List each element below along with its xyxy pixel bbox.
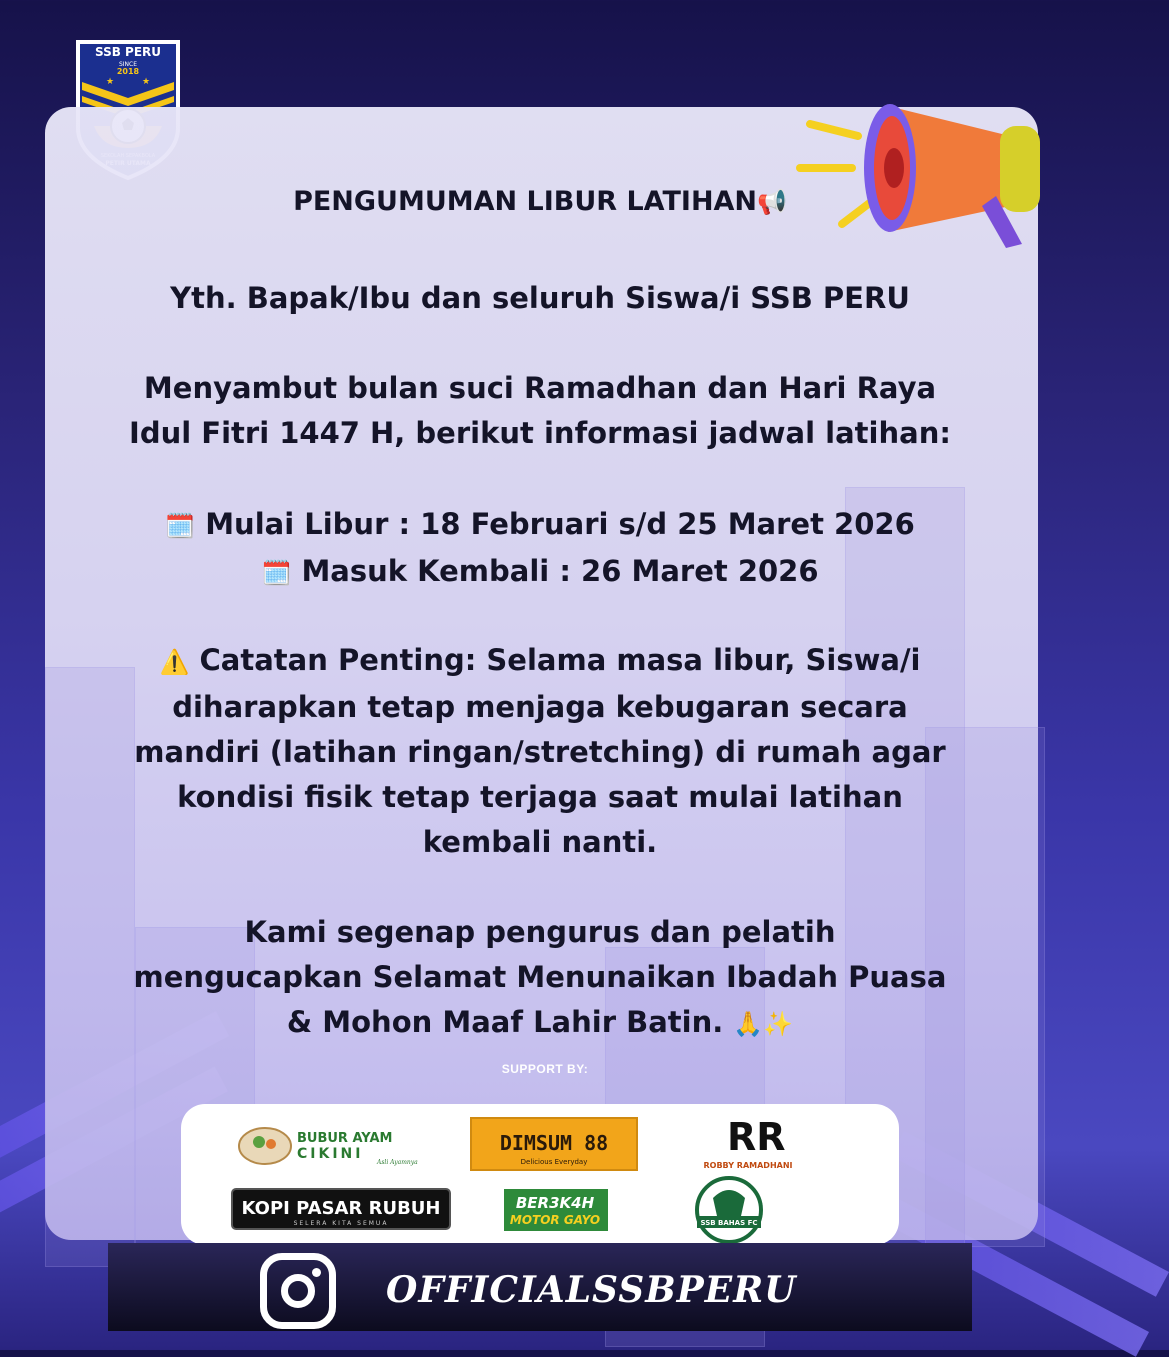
logo-year: 2018 [116, 67, 140, 76]
sponsor-name: SSB BAHAS FC [700, 1219, 758, 1227]
announcement-title-text: PENGUMUMAN LIBUR LATIHAN [293, 186, 758, 217]
announcement-title [80, 186, 1000, 217]
logo-name: SSB PERU [94, 45, 162, 59]
closing-line [80, 1000, 1000, 1047]
sponsor-tagline: MOTOR GAYO [509, 1213, 601, 1227]
logo-since: SINCE [118, 61, 138, 68]
sponsor-tagline: SELERA KITA SEMUA [293, 1220, 389, 1227]
sponsor-panel [181, 1104, 899, 1245]
start-date-text: Mulai Libur : 18 Februari s/d 25 Maret 2026 [205, 507, 915, 541]
note-line: kondisi fisik tetap terjaga saat mulai latihan [177, 780, 903, 814]
sponsor-name: DIMSUM 88 [499, 1131, 609, 1155]
greeting [80, 276, 1000, 321]
sponsor-bubur-ayam-cikini [237, 1120, 418, 1168]
calendar-icon: 🗓️ [261, 559, 292, 587]
sponsor-tagline: Delicious Everyday [520, 1158, 588, 1166]
sponsor-name: CIKINI [297, 1146, 364, 1162]
return-date-line [80, 549, 1000, 596]
intro-line: Idul Fitri 1447 H, berikut informasi jadwal latihan: [129, 416, 951, 450]
pray-sparkle-icon: 🙏✨ [733, 1010, 794, 1038]
sponsor-kopi-pasar-rubuh [231, 1188, 451, 1230]
closing-line: mengucapkan Selamat Menunaikan Ibadah Puasa [133, 960, 947, 994]
return-date-text: Masuk Kembali : 26 Maret 2026 [301, 554, 819, 588]
sponsor-ssb-bahas-fc [689, 1176, 769, 1244]
warning-icon: ⚠️ [159, 648, 190, 676]
sponsor-dimsum-88 [469, 1116, 639, 1172]
closing-line: Kami segenap pengurus dan pelatih [244, 915, 836, 949]
calendar-icon: 🗓️ [165, 512, 196, 540]
intro-paragraph [80, 366, 1000, 456]
note-line [80, 638, 1000, 685]
closing-line-text: & Mohon Maaf Lahir Batin. [286, 1005, 724, 1039]
svg-text:★: ★ [106, 77, 115, 87]
sponsor-robby-ramadhani [693, 1108, 803, 1174]
svg-text:★: ★ [142, 77, 151, 87]
schedule [80, 502, 1000, 596]
sponsor-name: BUBUR AYAM [297, 1131, 393, 1146]
instagram-icon[interactable] [260, 1253, 336, 1329]
megaphone-emoji-icon: 📢 [757, 188, 787, 216]
note-line: mandiri (latihan ringan/stretching) di rumah agar [134, 735, 946, 769]
sponsor-monogram: RR [727, 1115, 786, 1159]
intro-line: Menyambut bulan suci Ramadhan dan Hari Raya [143, 371, 937, 405]
closing-paragraph [80, 910, 1000, 1047]
sponsor-name: BER3K4H [515, 1194, 595, 1212]
sponsor-ber3k4h-motor-gayo [503, 1188, 609, 1232]
sponsor-tagline: ROBBY RAMADHANI [703, 1161, 793, 1170]
instagram-handle[interactable]: OFFICIALSSBPERU [386, 1269, 797, 1311]
greeting-text: Yth. Bapak/Ibu dan seluruh Siswa/i SSB PERU [170, 281, 910, 315]
note-line: kembali nanti. [422, 825, 658, 859]
note-paragraph [80, 638, 1000, 865]
support-label: SUPPORT BY: [501, 1062, 589, 1076]
start-date-line [80, 502, 1000, 549]
sponsor-name: KOPI PASAR RUBUH [241, 1198, 441, 1219]
instagram-lens-icon [281, 1274, 315, 1308]
footer-bar [108, 1243, 972, 1331]
megaphone-icon [800, 96, 1050, 256]
sponsor-tagline: Asli Ayamnya [377, 1159, 418, 1166]
note-line-text: Catatan Penting: Selama masa libur, Siswa/i [199, 643, 921, 677]
note-line: diharapkan tetap menjaga kebugaran secara [172, 690, 908, 724]
